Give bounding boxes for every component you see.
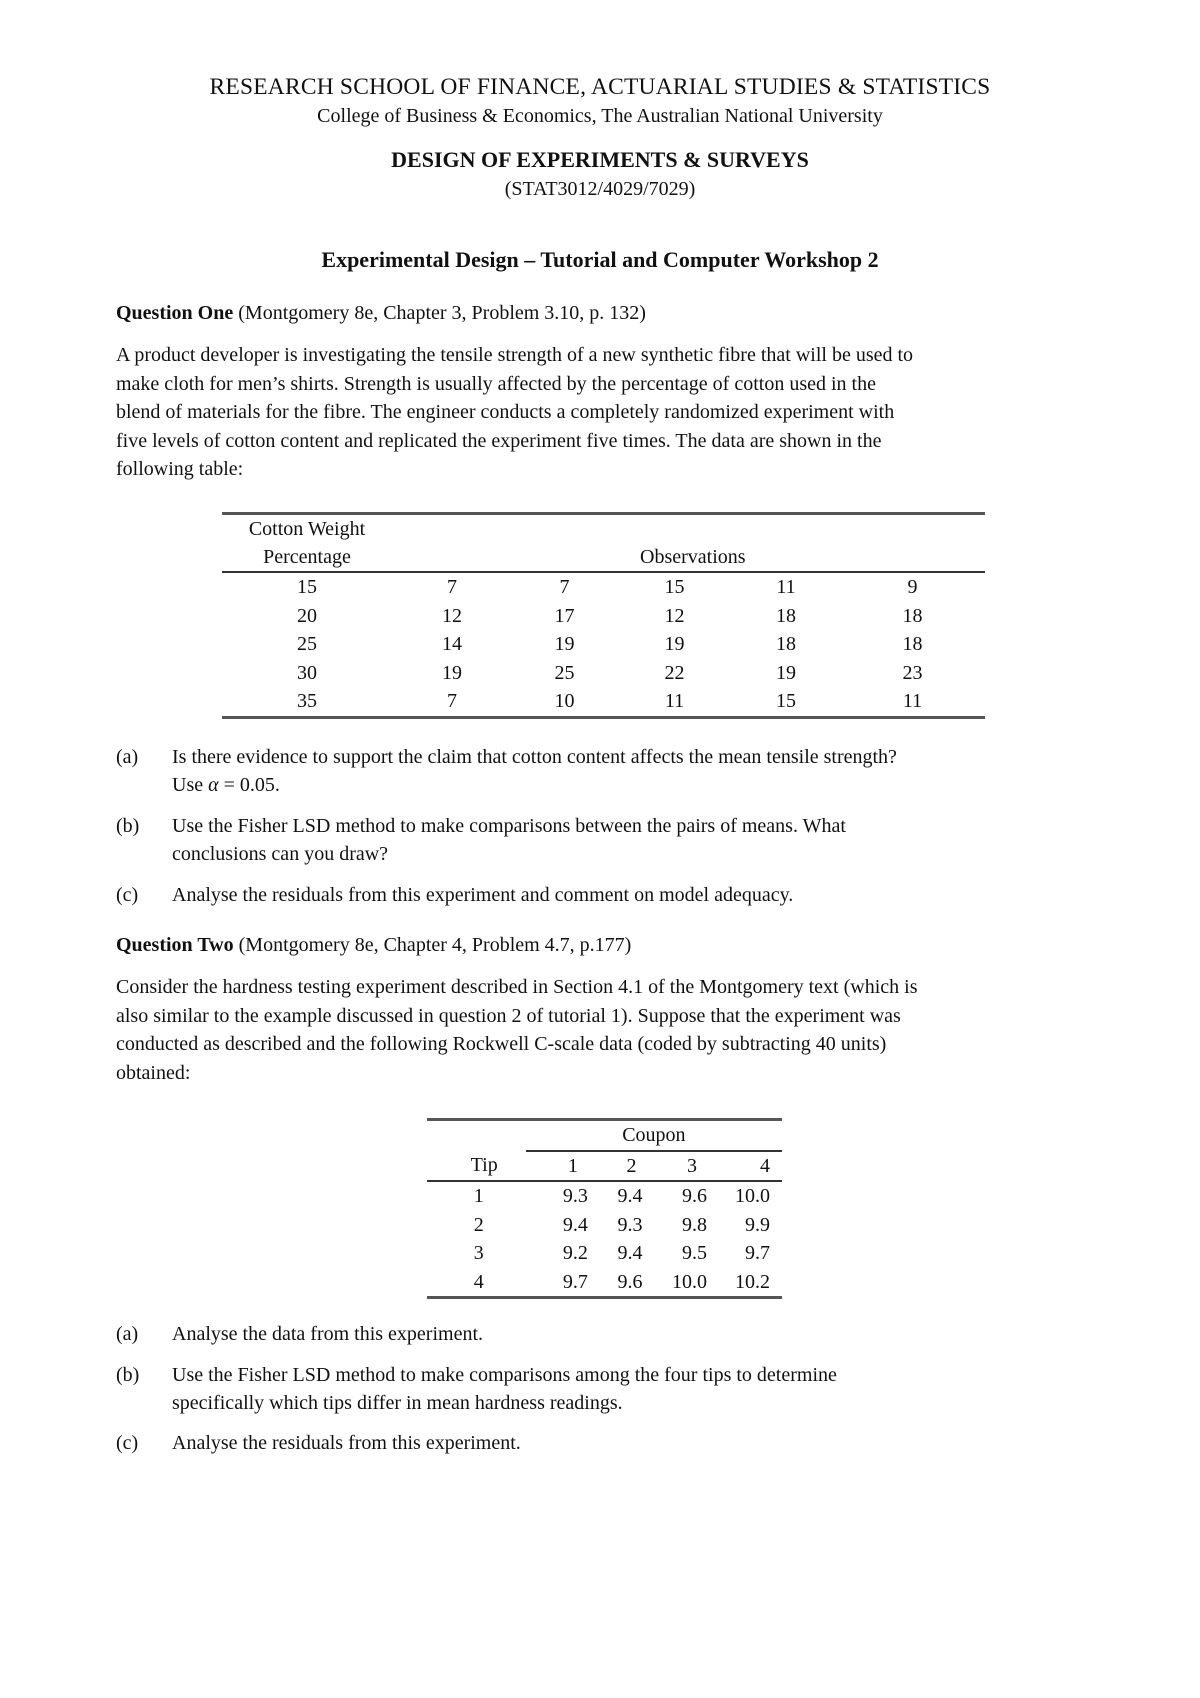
question-two-title [116,934,631,957]
cotton-data-table [222,512,985,719]
table-cell: 11 [776,576,796,599]
table-cell: 17 [554,604,575,627]
table-row [427,1211,782,1240]
header-cotton-weight: Cotton Weight [248,518,366,540]
table-cell: 18 [902,604,923,627]
table-row [427,1268,782,1298]
table-cell: 23 [902,661,923,684]
question-one-label: Question One [116,302,234,324]
hardness-data-table [427,1118,782,1299]
table-row [222,687,985,717]
table-cell: 10.0 [735,1185,770,1208]
table-cell: 3 [473,1242,484,1265]
table-cell: 18 [776,604,796,627]
header-coupon-number: 3 [646,1151,711,1182]
table-cell: 9.5 [682,1242,708,1265]
table-row [222,630,985,659]
table-cell: 11 [664,690,685,713]
body-line: Consider the hardness testing experiment described in Section 4.1 of the Montgomery text (which is [116,976,918,998]
table-cell: 10.2 [735,1270,770,1293]
header-coupon-number: 2 [592,1151,647,1182]
table-cell: 9.6 [617,1270,643,1293]
table-row [427,1181,782,1211]
course-heading: DESIGN OF EXPERIMENTS & SURVEYS [391,147,809,172]
header-coupon: Coupon [526,1120,782,1151]
college-subheading: College of Business & Economics, The Australian National University [317,105,883,127]
part-text: Analyse the residuals from this experiment. [172,1432,521,1454]
header-tip: Tip [427,1151,526,1182]
table-header-row [427,1120,782,1151]
table-cell: 9.4 [617,1242,643,1265]
question-one-body [116,341,1096,484]
table-cell: 9.2 [562,1242,588,1265]
table-cell: 18 [776,633,796,656]
part-text: specifically which tips differ in mean hardness readings. [172,1392,623,1414]
table-cell: 20 [297,604,317,627]
table-cell: 15 [664,576,685,599]
table-cell: 12 [442,604,462,627]
part-text: conclusions can you draw? [172,843,389,865]
school-heading: RESEARCH SCHOOL OF FINANCE, ACTUARIAL STUDIES & STATISTICS [209,74,991,100]
table-cell: 10 [554,690,575,713]
body-line: five levels of cotton content and replicated the experiment five times. The data are shown in the [116,429,882,452]
table-cell: 19 [776,661,796,684]
header-percentage: Percentage [222,543,392,572]
table-cell: 25 [554,661,575,684]
header-observations: Observations [392,543,985,572]
table-cell: 2 [473,1213,484,1236]
body-line: also similar to the example discussed in question 2 of tutorial 1). Suppose that the experiment was [116,1004,901,1027]
part-text: Analyse the data from this experiment. [172,1323,484,1345]
table-row [222,572,985,602]
table-cell: 18 [902,633,923,656]
course-code: (STAT3012/4029/7029) [504,178,696,200]
question-two-source: (Montgomery 8e, Chapter 4, Problem 4.7, p.177) [238,934,632,956]
question-one-source: (Montgomery 8e, Chapter 3, Problem 3.10, p. 132) [238,302,646,324]
table-header-row [222,543,985,572]
table-row [222,602,985,631]
table-cell: 7 [447,576,457,599]
part-text: Use the Fisher LSD method to make comparisons between the pairs of means. What [172,815,846,837]
table-cell: 7 [559,576,570,599]
header-coupon-number: 4 [711,1151,782,1182]
table-cell: 9.7 [562,1270,588,1293]
table-row [427,1239,782,1268]
question-one-title [116,302,646,325]
table-cell: 1 [473,1185,484,1208]
table-cell: 30 [297,661,317,684]
table-cell: 19 [664,633,685,656]
table-cell: 15 [776,690,796,713]
table-cell: 11 [902,690,923,713]
table-cell: 9.4 [617,1185,643,1208]
table-cell: 10.0 [672,1270,708,1293]
body-line: conducted as described and the following Rockwell C-scale data (coded by subtracting 40 units) [116,1033,887,1055]
alpha-symbol: α [208,774,219,796]
table-cell: 14 [442,633,462,656]
table-cell: 15 [297,576,317,599]
table-cell: 12 [664,604,685,627]
table-cell: 4 [473,1270,484,1293]
table-cell: 7 [447,690,457,713]
table-cell: 9.8 [682,1213,708,1236]
table-cell: 9.4 [562,1213,588,1236]
header-coupon-number: 1 [526,1151,592,1182]
body-line: A product developer is investigating the tensile strength of a new synthetic fibre that will be used to [116,344,914,366]
part-label: (a) [116,1323,139,1345]
document-title: Experimental Design – Tutorial and Computer Workshop 2 [321,247,879,272]
table-cell: 19 [442,661,462,684]
table-cell: 9.9 [745,1213,770,1236]
question-two-label: Question Two [116,934,234,956]
body-line: blend of materials for the fibre. The engineer conducts a completely randomized experiment with [116,401,895,423]
body-line: obtained: [116,1061,191,1084]
part-label: (a) [116,746,139,768]
table-cell: 9.3 [562,1185,588,1208]
part-text: Use the Fisher LSD method to make comparisons among the four tips to determine [172,1364,837,1386]
part-label: (c) [116,1432,139,1454]
body-line: make cloth for men’s shirts. Strength is usually affected by the percentage of cotton used in the [116,372,876,395]
table-header-row [222,514,985,544]
part-label: (b) [116,1364,140,1386]
part-label: (b) [116,815,140,837]
question-two-body [116,973,1096,1087]
table-cell: 9.7 [745,1242,770,1265]
table-header-row [427,1151,782,1182]
table-cell: 9.3 [617,1213,643,1236]
part-text: Is there evidence to support the claim that cotton content affects the mean tensile strength? [172,746,897,768]
table-cell: 9.6 [682,1185,708,1208]
table-cell: 19 [554,633,575,656]
table-cell: 22 [664,661,685,684]
part-label: (c) [116,884,139,906]
table-cell: 35 [297,690,317,713]
part-text-line2: Use α = 0.05. [172,774,280,796]
part-text: Analyse the residuals from this experiment and comment on model adequacy. [172,884,794,906]
body-line: following table: [116,458,244,480]
table-row [222,659,985,688]
table-cell: 9 [907,576,918,599]
table-cell: 25 [297,633,317,656]
